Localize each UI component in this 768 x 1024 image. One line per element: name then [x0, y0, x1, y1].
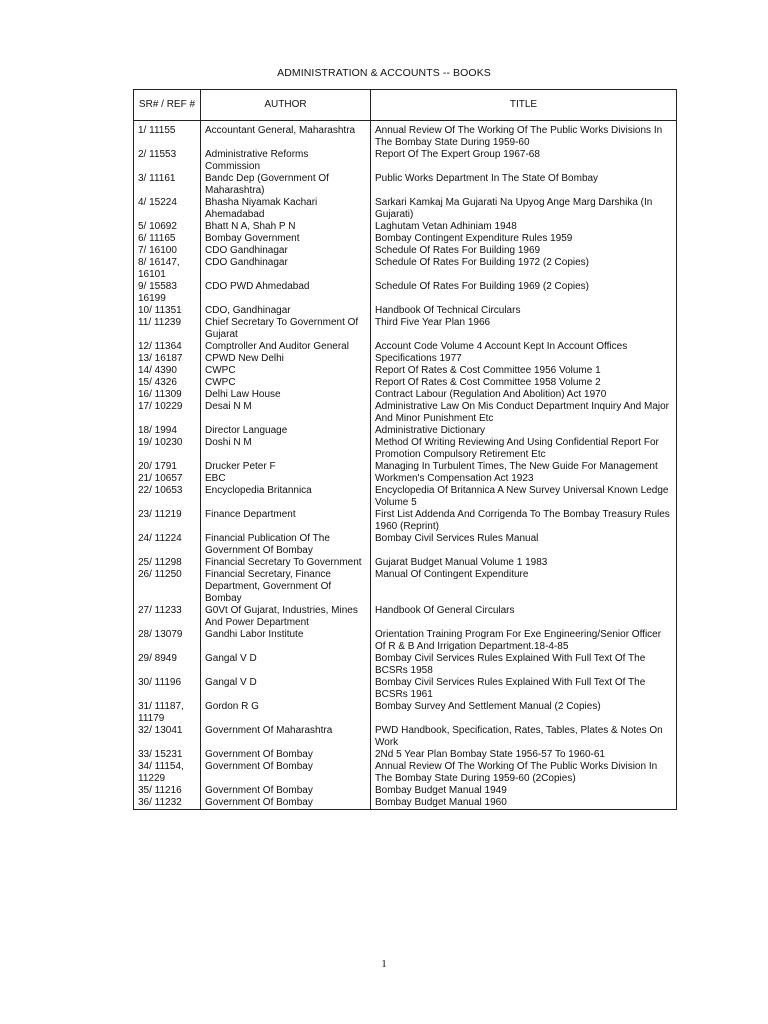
cell-title: Administrative Law On Mis Conduct Department Inquiry And Major And Minor Punishment Etc: [371, 401, 677, 425]
table-row: [134, 605, 677, 629]
cell-author: Chief Secretary To Government Of Gujarat: [201, 317, 371, 341]
cell-author: Bandc Dep (Government Of Maharashtra): [201, 173, 371, 197]
cell-ref: 25/ 11298: [134, 557, 201, 569]
table-row: [134, 725, 677, 749]
cell-title: Method Of Writing Reviewing And Using Confidential Report For Promotion Compulsory Retirement Etc: [371, 437, 677, 461]
cell-ref: 12/ 11364: [134, 341, 201, 353]
cell-ref: 36/ 11232: [134, 797, 201, 810]
cell-ref: 18/ 1994: [134, 425, 201, 437]
cell-title: Managing In Turbulent Times, The New Guide For Management: [371, 461, 677, 473]
cell-title: Handbook Of General Circulars: [371, 605, 677, 629]
table-row: [134, 353, 677, 365]
cell-author: Gangal V D: [201, 677, 371, 701]
table-row: [134, 365, 677, 377]
cell-author: Bhasha Niyamak Kachari Ahemadabad: [201, 197, 371, 221]
cell-ref: 27/ 11233: [134, 605, 201, 629]
cell-ref: 7/ 16100: [134, 245, 201, 257]
cell-author: Government Of Bombay: [201, 797, 371, 810]
books-table: [133, 89, 677, 810]
table-row: [134, 221, 677, 233]
cell-author: CDO PWD Ahmedabad: [201, 281, 371, 305]
cell-author: Financial Secretary, Finance Department, Government Of Bombay: [201, 569, 371, 605]
cell-title: First List Addenda And Corrigenda To The Bombay Treasury Rules 1960 (Reprint): [371, 509, 677, 533]
cell-ref: 3/ 11161: [134, 173, 201, 197]
table-row: [134, 401, 677, 425]
cell-author: Director Language: [201, 425, 371, 437]
table-row: [134, 149, 677, 173]
table-row: [134, 281, 677, 305]
cell-author: Finance Department: [201, 509, 371, 533]
cell-ref: 26/ 11250: [134, 569, 201, 605]
cell-title: Annual Review Of The Working Of The Public Works Divisions In The Bombay State During 1959-60: [371, 121, 677, 150]
cell-ref: 28/ 13079: [134, 629, 201, 653]
cell-ref: 31/ 11187, 11179: [134, 701, 201, 725]
cell-author: CWPC: [201, 365, 371, 377]
table-row: [134, 461, 677, 473]
cell-author: CDO Gandhinagar: [201, 257, 371, 281]
cell-ref: 1/ 11155: [134, 121, 201, 150]
table-row: [134, 653, 677, 677]
cell-title: Bombay Civil Services Rules Manual: [371, 533, 677, 557]
cell-title: Bombay Civil Services Rules Explained With Full Text Of The BCSRs 1958: [371, 653, 677, 677]
table-row: [134, 677, 677, 701]
cell-author: Encyclopedia Britannica: [201, 485, 371, 509]
table-row: [134, 533, 677, 557]
table-row: [134, 629, 677, 653]
page-number: 1: [381, 958, 387, 970]
table-header-row: [134, 90, 677, 121]
cell-ref: 33/ 15231: [134, 749, 201, 761]
cell-author: CWPC: [201, 377, 371, 389]
cell-title: Third Five Year Plan 1966: [371, 317, 677, 341]
cell-ref: 2/ 11553: [134, 149, 201, 173]
cell-title: Account Code Volume 4 Account Kept In Account Offices: [371, 341, 677, 353]
table-row: [134, 749, 677, 761]
cell-title: Gujarat Budget Manual Volume 1 1983: [371, 557, 677, 569]
cell-author: Drucker Peter F: [201, 461, 371, 473]
table-row: [134, 785, 677, 797]
cell-ref: 9/ 15583 16199: [134, 281, 201, 305]
cell-ref: 11/ 11239: [134, 317, 201, 341]
cell-title: Workmen's Compensation Act 1923: [371, 473, 677, 485]
cell-title: Report Of Rates & Cost Committee 1956 Volume 1: [371, 365, 677, 377]
header-ref: SR# / REF #: [134, 90, 201, 121]
table-row: [134, 425, 677, 437]
table-row: [134, 341, 677, 353]
cell-author: Delhi Law House: [201, 389, 371, 401]
table-row: [134, 377, 677, 389]
table-row: [134, 197, 677, 221]
cell-author: Government Of Bombay: [201, 785, 371, 797]
cell-title: Bombay Contingent Expenditure Rules 1959: [371, 233, 677, 245]
cell-ref: 30/ 11196: [134, 677, 201, 701]
table-row: [134, 473, 677, 485]
cell-title: Contract Labour (Regulation And Abolition) Act 1970: [371, 389, 677, 401]
cell-ref: 22/ 10653: [134, 485, 201, 509]
cell-title: Orientation Training Program For Exe Engineering/Senior Officer Of R & B And Irrigation Department.18-4-85: [371, 629, 677, 653]
table-row: [134, 797, 677, 810]
document-title: ADMINISTRATION & ACCOUNTS -- BOOKS: [277, 67, 491, 79]
table-row: [134, 389, 677, 401]
cell-title: Specifications 1977: [371, 353, 677, 365]
cell-ref: 24/ 11224: [134, 533, 201, 557]
table-row: [134, 317, 677, 341]
table-row: [134, 509, 677, 533]
cell-title: Laghutam Vetan Adhiniam 1948: [371, 221, 677, 233]
cell-author: Doshi N M: [201, 437, 371, 461]
cell-author: CDO Gandhinagar: [201, 245, 371, 257]
cell-title: Annual Review Of The Working Of The Public Works Division In The Bombay State During 1959-60 (2Copies): [371, 761, 677, 785]
cell-ref: 21/ 10657: [134, 473, 201, 485]
cell-ref: 6/ 11165: [134, 233, 201, 245]
table-row: [134, 557, 677, 569]
cell-title: Sarkari Kamkaj Ma Gujarati Na Upyog Ange Marg Darshika (In Gujarati): [371, 197, 677, 221]
cell-author: EBC: [201, 473, 371, 485]
cell-ref: 14/ 4390: [134, 365, 201, 377]
cell-author: Financial Secretary To Government: [201, 557, 371, 569]
table-row: [134, 485, 677, 509]
cell-ref: 16/ 11309: [134, 389, 201, 401]
cell-author: Gangal V D: [201, 653, 371, 677]
cell-title: Schedule Of Rates For Building 1972 (2 Copies): [371, 257, 677, 281]
cell-author: Bombay Government: [201, 233, 371, 245]
table-row: [134, 437, 677, 461]
cell-ref: 34/ 11154, 11229: [134, 761, 201, 785]
cell-title: Handbook Of Technical Circulars: [371, 305, 677, 317]
cell-ref: 4/ 15224: [134, 197, 201, 221]
cell-author: Desai N M: [201, 401, 371, 425]
cell-ref: 35/ 11216: [134, 785, 201, 797]
table-row: [134, 701, 677, 725]
cell-author: Financial Publication Of The Government Of Bombay: [201, 533, 371, 557]
cell-author: G0Vt Of Gujarat, Industries, Mines And Power Department: [201, 605, 371, 629]
header-title: TITLE: [371, 90, 677, 121]
table-row: [134, 173, 677, 197]
header-author: AUTHOR: [201, 90, 371, 121]
cell-title: Bombay Civil Services Rules Explained With Full Text Of The BCSRs 1961: [371, 677, 677, 701]
cell-title: Report Of The Expert Group 1967-68: [371, 149, 677, 173]
cell-title: Public Works Department In The State Of Bombay: [371, 173, 677, 197]
cell-title: PWD Handbook, Specification, Rates, Tables, Plates & Notes On Work: [371, 725, 677, 749]
table-row: [134, 121, 677, 150]
cell-title: Bombay Budget Manual 1949: [371, 785, 677, 797]
cell-author: Administrative Reforms Commission: [201, 149, 371, 173]
cell-author: Government Of Bombay: [201, 749, 371, 761]
cell-title: Manual Of Contingent Expenditure: [371, 569, 677, 605]
cell-ref: 15/ 4326: [134, 377, 201, 389]
cell-author: CPWD New Delhi: [201, 353, 371, 365]
cell-ref: 19/ 10230: [134, 437, 201, 461]
cell-title: Schedule Of Rates For Building 1969 (2 Copies): [371, 281, 677, 305]
cell-title: Bombay Budget Manual 1960: [371, 797, 677, 810]
cell-title: 2Nd 5 Year Plan Bombay State 1956-57 To 1960-61: [371, 749, 677, 761]
table-row: [134, 761, 677, 785]
cell-title: Encyclopedia Of Britannica A New Survey Universal Known Ledge Volume 5: [371, 485, 677, 509]
cell-author: CDO, Gandhinagar: [201, 305, 371, 317]
cell-ref: 5/ 10692: [134, 221, 201, 233]
table-row: [134, 569, 677, 605]
table-body: [134, 121, 677, 810]
cell-ref: 17/ 10229: [134, 401, 201, 425]
cell-author: Government Of Maharashtra: [201, 725, 371, 749]
cell-ref: 23/ 11219: [134, 509, 201, 533]
cell-author: Gandhi Labor Institute: [201, 629, 371, 653]
cell-ref: 32/ 13041: [134, 725, 201, 749]
cell-ref: 13/ 16187: [134, 353, 201, 365]
cell-author: Comptroller And Auditor General: [201, 341, 371, 353]
cell-title: Bombay Survey And Settlement Manual (2 Copies): [371, 701, 677, 725]
table-row: [134, 305, 677, 317]
cell-author: Bhatt N A, Shah P N: [201, 221, 371, 233]
cell-ref: 29/ 8949: [134, 653, 201, 677]
cell-title: Schedule Of Rates For Building 1969: [371, 245, 677, 257]
cell-ref: 10/ 11351: [134, 305, 201, 317]
table-row: [134, 233, 677, 245]
cell-ref: 8/ 16147, 16101: [134, 257, 201, 281]
cell-title: Administrative Dictionary: [371, 425, 677, 437]
table-row: [134, 257, 677, 281]
table-row: [134, 245, 677, 257]
cell-author: Gordon R G: [201, 701, 371, 725]
cell-author: Government Of Bombay: [201, 761, 371, 785]
cell-ref: 20/ 1791: [134, 461, 201, 473]
cell-title: Report Of Rates & Cost Committee 1958 Volume 2: [371, 377, 677, 389]
cell-author: Accountant General, Maharashtra: [201, 121, 371, 150]
